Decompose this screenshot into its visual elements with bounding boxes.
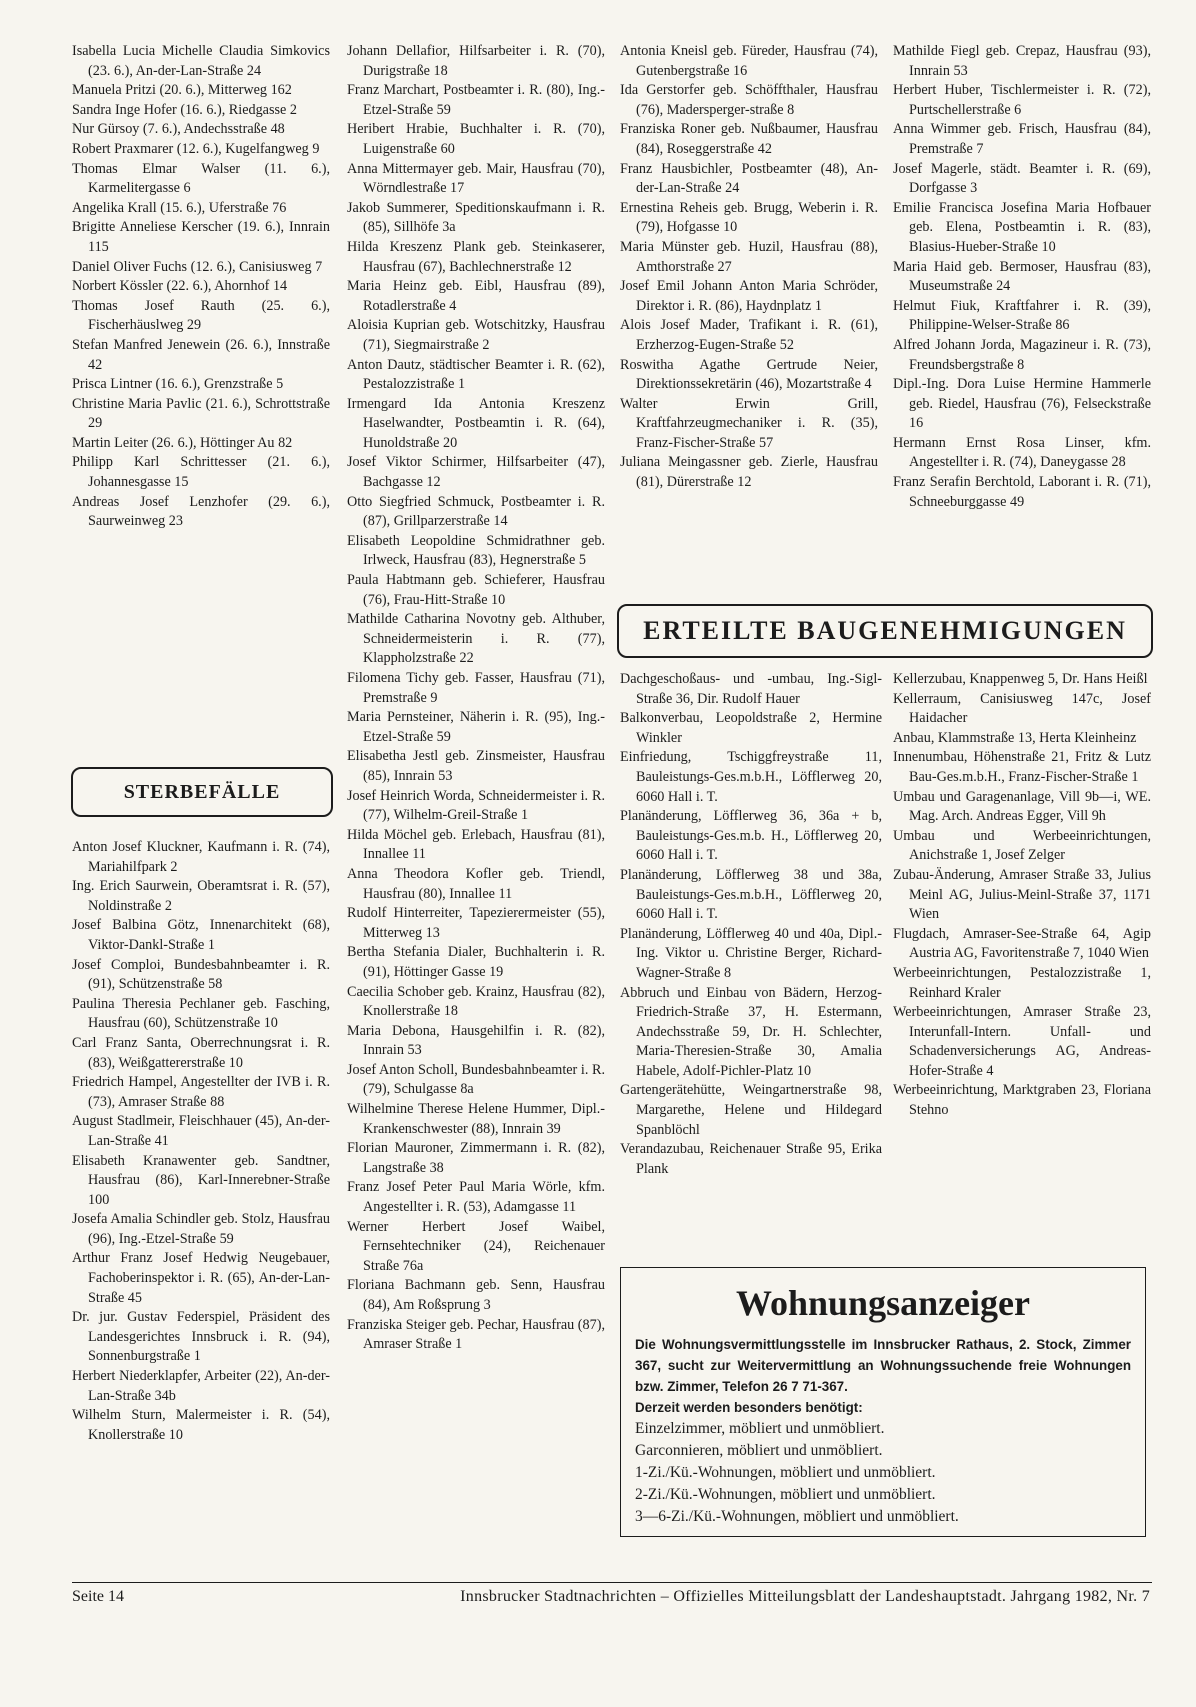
list-item: Anton Dautz, städtischer Beamter i. R. (62), Pestalozzistraße 1 xyxy=(347,356,605,393)
list-item: Otto Siegfried Schmuck, Postbeamter i. R. (87), Grillparzerstraße 14 xyxy=(347,493,605,530)
list-item: Isabella Lucia Michelle Claudia Simkovics (23. 6.), An-der-Lan-Straße 24 xyxy=(72,43,330,79)
list-item: Mathilde Catharina Novotny geb. Althuber, Schneidermeisterin i. R. (77), Klappholzstraße 22 xyxy=(347,611,605,667)
list-item: Philipp Karl Schrittesser (21. 6.), Johannesgasse 15 xyxy=(72,454,330,491)
list-item: Friedrich Hampel, Angestellter der IVB i. R. (73), Amraser Straße 88 xyxy=(72,1074,330,1110)
publication-title: Innsbrucker Stadtnachrichten – Offizielles Mitteilungsblatt der Landeshauptstadt. Jahrgang 1982, Nr. 7 xyxy=(460,1588,1150,1605)
list-item: Josefa Amalia Schindler geb. Stolz, Hausfrau (96), Ing.-Etzel-Straße 59 xyxy=(72,1211,330,1247)
list-item: Umbau und Werbeeinrichtungen, Anichstraße 1, Josef Zelger xyxy=(893,827,1151,864)
list-item: Christine Maria Pavlic (21. 6.), Schrottstraße 29 xyxy=(72,395,330,432)
list-item: Garconnieren, möbliert und unmöbliert. xyxy=(635,1442,883,1459)
list-item: Ernestina Reheis geb. Brugg, Weberin i. R. (79), Hofgasse 10 xyxy=(620,199,878,236)
list-item: Anbau, Klammstraße 13, Herta Kleinheinz xyxy=(893,729,1137,746)
list-item: Caecilia Schober geb. Krainz, Hausfrau (82), Knollerstraße 18 xyxy=(347,983,605,1020)
list-item: Verandazubau, Reichenauer Straße 95, Erika Plank xyxy=(620,1141,882,1177)
list-item: Innenumbau, Höhenstraße 21, Fritz & Lutz Bau-Ges.m.b.H., Franz-Fischer-Straße 1 xyxy=(893,749,1151,785)
list-item: Manuela Pritzi (20. 6.), Mitterweg 162 xyxy=(72,82,292,99)
list-item: Franziska Roner geb. Nußbaumer, Hausfrau (84), Roseggerstraße 42 xyxy=(620,121,878,157)
housing-notice-box xyxy=(620,1267,1146,1537)
list-item: Prisca Lintner (16. 6.), Grenzstraße 5 xyxy=(72,376,284,393)
list-item: Brigitte Anneliese Kerscher (19. 6.), Innrain 115 xyxy=(72,219,330,255)
housing-notice-subheading: Derzeit werden besonders benötigt: xyxy=(635,1400,863,1415)
deaths-list xyxy=(72,838,330,1445)
list-item: Planänderung, Löfflerweg 36, 36a + b, Bauleistungs-Ges.m.b. H., Löfflerweg 20, 6060 Hall i. T. xyxy=(620,808,882,864)
list-item: Norbert Kössler (22. 6.), Ahornhof 14 xyxy=(72,278,288,295)
list-item: Dr. jur. Gustav Federspiel, Präsident des Landesgerichtes Innsbruck i. R. (94), Sonnenburgstraße 1 xyxy=(72,1309,330,1365)
list-item: 3—6-Zi./Kü.-Wohnungen, möbliert und unmöbliert. xyxy=(635,1508,959,1525)
footer-divider xyxy=(72,1582,1152,1583)
list-item: Planänderung, Löfflerweg 38 und 38a, Bauleistungs-Ges.m.b.H., Löfflerweg 20, 6060 Hall i. T. xyxy=(620,866,882,923)
list-item: 2-Zi./Kü.-Wohnungen, möbliert und unmöbliert. xyxy=(635,1486,936,1503)
list-item: Einfriedung, Tschiggfreystraße 11, Bauleistungs-Ges.m.b.H., Löfflerweg 20, 6060 Hall i. T. xyxy=(620,749,882,805)
deaths-column-2 xyxy=(347,42,605,1355)
section-heading-sterbefaelle: STERBEFÄLLE xyxy=(71,767,333,817)
list-item: Herbert Huber, Tischlermeister i. R. (72), Purtschellerstraße 6 xyxy=(893,82,1151,118)
list-item: Dachgeschoßaus- und -umbau, Ing.-Sigl-Straße 36, Dir. Rudolf Hauer xyxy=(620,671,882,707)
list-item: Heribert Hrabie, Buchhalter i. R. (70), Luigenstraße 60 xyxy=(347,121,605,157)
list-item: Angelika Krall (15. 6.), Uferstraße 76 xyxy=(72,199,287,216)
list-item: Helmut Fiuk, Kraftfahrer i. R. (39), Philippine-Welser-Straße 86 xyxy=(893,297,1151,334)
list-item: Ing. Erich Saurwein, Oberamtsrat i. R. (57), Noldinstraße 2 xyxy=(72,878,330,914)
list-item: Gartengerätehütte, Weingartnerstraße 98, Margarethe, Helene und Hildegard Spanblöchl xyxy=(620,1082,882,1138)
page-number: Seite 14 xyxy=(72,1588,124,1605)
list-item: Bertha Stefania Dialer, Buchhalterin i. R. (91), Höttinger Gasse 19 xyxy=(347,944,605,980)
deaths-column-4 xyxy=(893,42,1151,512)
list-item: Franz Hausbichler, Postbeamter (48), An-der-Lan-Straße 24 xyxy=(620,160,878,197)
list-item: Werner Herbert Josef Waibel, Fernsehtechniker (24), Reichenauer Straße 76a xyxy=(347,1218,605,1274)
list-item: Arthur Franz Josef Hedwig Neugebauer, Fachoberinspektor i. R. (65), An-der-Lan-Straße 45 xyxy=(72,1250,330,1306)
list-item: Paula Habtmann geb. Schieferer, Hausfrau (76), Frau-Hitt-Straße 10 xyxy=(347,572,605,608)
list-item: Wilhelmine Therese Helene Hummer, Dipl.-Krankenschwester (88), Innrain 39 xyxy=(347,1101,605,1137)
building-permits-left xyxy=(620,670,882,1179)
list-item: Hilda Kreszenz Plank geb. Steinkaserer, Hausfrau (67), Bachlechnerstraße 12 xyxy=(347,238,605,275)
list-item: Roswitha Agathe Gertrude Neier, Direktionssekretärin (46), Mozartstraße 4 xyxy=(620,356,878,393)
list-item: Alois Josef Mader, Trafikant i. R. (61), Erzherzog-Eugen-Straße 52 xyxy=(620,317,878,353)
list-item: Maria Münster geb. Huzil, Hausfrau (88), Amthorstraße 27 xyxy=(620,238,878,275)
list-item: Maria Haid geb. Bermoser, Hausfrau (83), Museumstraße 24 xyxy=(893,258,1151,295)
list-item: Franziska Steiger geb. Pechar, Hausfrau (87), Amraser Straße 1 xyxy=(347,1316,605,1353)
list-item: Einzelzimmer, möbliert und unmöbliert. xyxy=(635,1420,885,1437)
list-item: Andreas Josef Lenzhofer (29. 6.), Saurweinweg 23 xyxy=(72,493,330,530)
list-item: Aloisia Kuprian geb. Wotschitzky, Hausfrau (71), Siegmairstraße 2 xyxy=(347,317,605,353)
list-item: Carl Franz Santa, Oberrechnungsrat i. R. (83), Weißgattererstraße 10 xyxy=(72,1034,330,1071)
list-item: Wilhelm Sturn, Malermeister i. R. (54), Knollerstraße 10 xyxy=(72,1407,330,1443)
list-item: Abbruch und Einbau von Bädern, Herzog-Friedrich-Straße 37, H. Estermann, Andechsstraße 59, Dr. H. Schlechter, Maria-Theresien-Straße 30, Amalia Habele, Adolf-Pichler-Platz 10 xyxy=(620,984,882,1079)
list-item: Josef Comploi, Bundesbahnbeamter i. R. (91), Schützenstraße 58 xyxy=(72,956,330,993)
list-item: Herbert Niederklapfer, Arbeiter (22), An-der-Lan-Straße 34b xyxy=(72,1368,330,1404)
list-item: Walter Erwin Grill, Kraftfahrzeugmechaniker i. R. (35), Franz-Fischer-Straße 57 xyxy=(620,395,878,451)
births-column xyxy=(72,42,330,532)
list-item: Juliana Meingassner geb. Zierle, Hausfrau (81), Dürerstraße 12 xyxy=(620,454,878,491)
list-item: Hermann Ernst Rosa Linser, kfm. Angestellter i. R. (74), Daneygasse 28 xyxy=(893,434,1151,471)
list-item: Werbeeinrichtungen, Amraser Straße 23, Interunfall-Intern. Unfall- und Schadenversicherungs AG, Andreas-Hofer-Straße 4 xyxy=(893,1004,1151,1079)
list-item: 1-Zi./Kü.-Wohnungen, möbliert und unmöbliert. xyxy=(635,1464,936,1481)
list-item: Alfred Johann Jorda, Magazineur i. R. (73), Freundsbergstraße 8 xyxy=(893,336,1151,373)
list-item: Anna Mittermayer geb. Mair, Hausfrau (70), Wörndlestraße 17 xyxy=(347,160,605,197)
list-item: Josef Magerle, städt. Beamter i. R. (69), Dorfgasse 3 xyxy=(893,160,1151,197)
list-item: Nur Gürsoy (7. 6.), Andechsstraße 48 xyxy=(72,121,285,138)
list-item: Anton Josef Kluckner, Kaufmann i. R. (74), Mariahilfpark 2 xyxy=(72,839,330,875)
deaths-column-3 xyxy=(620,42,878,493)
list-item: Kellerzubau, Knappenweg 5, Dr. Hans Heißl xyxy=(893,671,1148,687)
list-item: Jakob Summerer, Speditionskaufmann i. R. (85), Sillhöfe 3a xyxy=(347,199,605,236)
list-item: Flugdach, Amraser-See-Straße 64, Agip Austria AG, Favoritenstraße 7, 1040 Wien xyxy=(893,925,1151,962)
list-item: Maria Pernsteiner, Näherin i. R. (95), Ing.-Etzel-Straße 59 xyxy=(347,709,605,745)
list-item: Elisabeth Kranawenter geb. Sandtner, Hausfrau (86), Karl-Innerebner-Straße 100 xyxy=(72,1152,330,1208)
list-item: Paulina Theresia Pechlaner geb. Fasching, Hausfrau (60), Schützenstraße 10 xyxy=(72,995,330,1032)
list-item: Sandra Inge Hofer (16. 6.), Riedgasse 2 xyxy=(72,101,297,118)
list-item: Stefan Manfred Jenewein (26. 6.), Innstraße 42 xyxy=(72,336,330,373)
list-item: Umbau und Garagenanlage, Vill 9b—i, WE. Mag. Arch. Andreas Egger, Vill 9h xyxy=(893,788,1151,825)
list-item: Franz Marchart, Postbeamter i. R. (80), Ing.-Etzel-Straße 59 xyxy=(347,82,605,118)
list-item: Josef Balbina Götz, Innenarchitekt (68), Viktor-Dankl-Straße 1 xyxy=(72,917,330,953)
list-item: Josef Emil Johann Anton Maria Schröder, Direktor i. R. (86), Haydnplatz 1 xyxy=(620,278,878,314)
building-permits-right xyxy=(893,670,1151,1121)
list-item: Antonia Kneisl geb. Füreder, Hausfrau (74), Gutenbergstraße 16 xyxy=(620,43,878,79)
list-item: Werbeeinrichtungen, Pestalozzistraße 1, Reinhard Kraler xyxy=(893,964,1151,1001)
list-item: Anna Wimmer geb. Frisch, Hausfrau (84), Premstraße 7 xyxy=(893,121,1151,157)
list-item: Josef Heinrich Worda, Schneidermeister i. R. (77), Wilhelm-Greil-Straße 1 xyxy=(347,787,605,824)
list-item: Johann Dellafior, Hilfsarbeiter i. R. (70), Durigstraße 18 xyxy=(347,43,605,79)
list-item: Thomas Josef Rauth (25. 6.), Fischerhäuslweg 29 xyxy=(72,297,330,334)
section-heading-baugenehmigungen: ERTEILTE BAUGENEHMIGUNGEN xyxy=(617,604,1153,658)
housing-notice-intro: Die Wohnungsvermittlungsstelle im Innsbrucker Rathaus, 2. Stock, Zimmer 367, sucht zur Weitervermittlung an Wohnungssuchende freie Wohnungen bzw. Zimmer, Telefon 26 7 71-367. xyxy=(635,1337,1131,1394)
list-item: Martin Leiter (26. 6.), Höttinger Au 82 xyxy=(72,434,293,451)
list-item: Dipl.-Ing. Dora Luise Hermine Hammerle geb. Riedel, Hausfrau (76), Felseckstraße 16 xyxy=(893,376,1151,432)
list-item: August Stadlmeir, Fleischhauer (45), An-der-Lan-Straße 41 xyxy=(72,1113,330,1149)
list-item: Kellerraum, Canisiusweg 147c, Josef Haidacher xyxy=(893,690,1151,727)
list-item: Planänderung, Löfflerweg 40 und 40a, Dipl.-Ing. Viktor u. Christine Berger, Richard-Wagner-Straße 8 xyxy=(620,925,882,981)
list-item: Anna Theodora Kofler geb. Triendl, Hausfrau (80), Innallee 11 xyxy=(347,865,605,902)
list-item: Franz Serafin Berchtold, Laborant i. R. (71), Schneeburggasse 49 xyxy=(893,474,1151,510)
list-item: Elisabeth Leopoldine Schmidrathner geb. Irlweck, Hausfrau (83), Hegnerstraße 5 xyxy=(347,532,605,569)
list-item: Rudolf Hinterreiter, Tapezierermeister (55), Mitterweg 13 xyxy=(347,905,605,941)
list-item: Daniel Oliver Fuchs (12. 6.), Canisiusweg 7 xyxy=(72,258,323,275)
list-item: Irmengard Ida Antonia Kreszenz Haselwandter, Postbeamtin i. R. (64), Hunoldstraße 20 xyxy=(347,395,605,451)
list-item: Emilie Francisca Josefina Maria Hofbauer geb. Elena, Postbeamtin i. R. (83), Blasius-Hueber-Straße 10 xyxy=(893,199,1151,255)
list-item: Werbeeinrichtung, Marktgraben 23, Floriana Stehno xyxy=(893,1082,1151,1119)
list-item: Floriana Bachmann geb. Senn, Hausfrau (84), Am Roßsprung 3 xyxy=(347,1277,605,1313)
list-item: Josef Anton Scholl, Bundesbahnbeamter i. R. (79), Schulgasse 8a xyxy=(347,1061,605,1098)
list-item: Zubau-Änderung, Amraser Straße 33, Julius Meinl AG, Julius-Meinl-Straße 37, 1171 Wien xyxy=(893,866,1151,923)
housing-notice-title: Wohnungsanzeiger xyxy=(735,1283,1031,1323)
list-item: Josef Viktor Schirmer, Hilfsarbeiter (47), Bachgasse 12 xyxy=(347,454,605,491)
list-item: Thomas Elmar Walser (11. 6.), Karmelitergasse 6 xyxy=(72,160,330,197)
list-item: Hilda Möchel geb. Erlebach, Hausfrau (81), Innallee 11 xyxy=(347,826,605,863)
list-item: Balkonverbau, Leopoldstraße 2, Hermine Winkler xyxy=(620,710,882,746)
list-item: Robert Praxmarer (12. 6.), Kugelfangweg 9 xyxy=(72,140,320,157)
list-item: Ida Gerstorfer geb. Schöffthaler, Hausfrau (76), Madersperger-straße 8 xyxy=(620,82,878,118)
list-item: Maria Debona, Hausgehilfin i. R. (82), Innrain 53 xyxy=(347,1022,605,1059)
list-item: Elisabetha Jestl geb. Zinsmeister, Hausfrau (85), Innrain 53 xyxy=(347,748,605,784)
list-item: Florian Mauroner, Zimmermann i. R. (82), Langstraße 38 xyxy=(347,1140,605,1176)
list-item: Filomena Tichy geb. Fasser, Hausfrau (71), Premstraße 9 xyxy=(347,670,605,706)
list-item: Maria Heinz geb. Eibl, Hausfrau (89), Rotadlerstraße 4 xyxy=(347,278,605,314)
list-item: Mathilde Fiegl geb. Crepaz, Hausfrau (93), Innrain 53 xyxy=(893,43,1151,79)
list-item: Franz Josef Peter Paul Maria Wörle, kfm. Angestellter i. R. (53), Adamgasse 11 xyxy=(347,1179,605,1216)
